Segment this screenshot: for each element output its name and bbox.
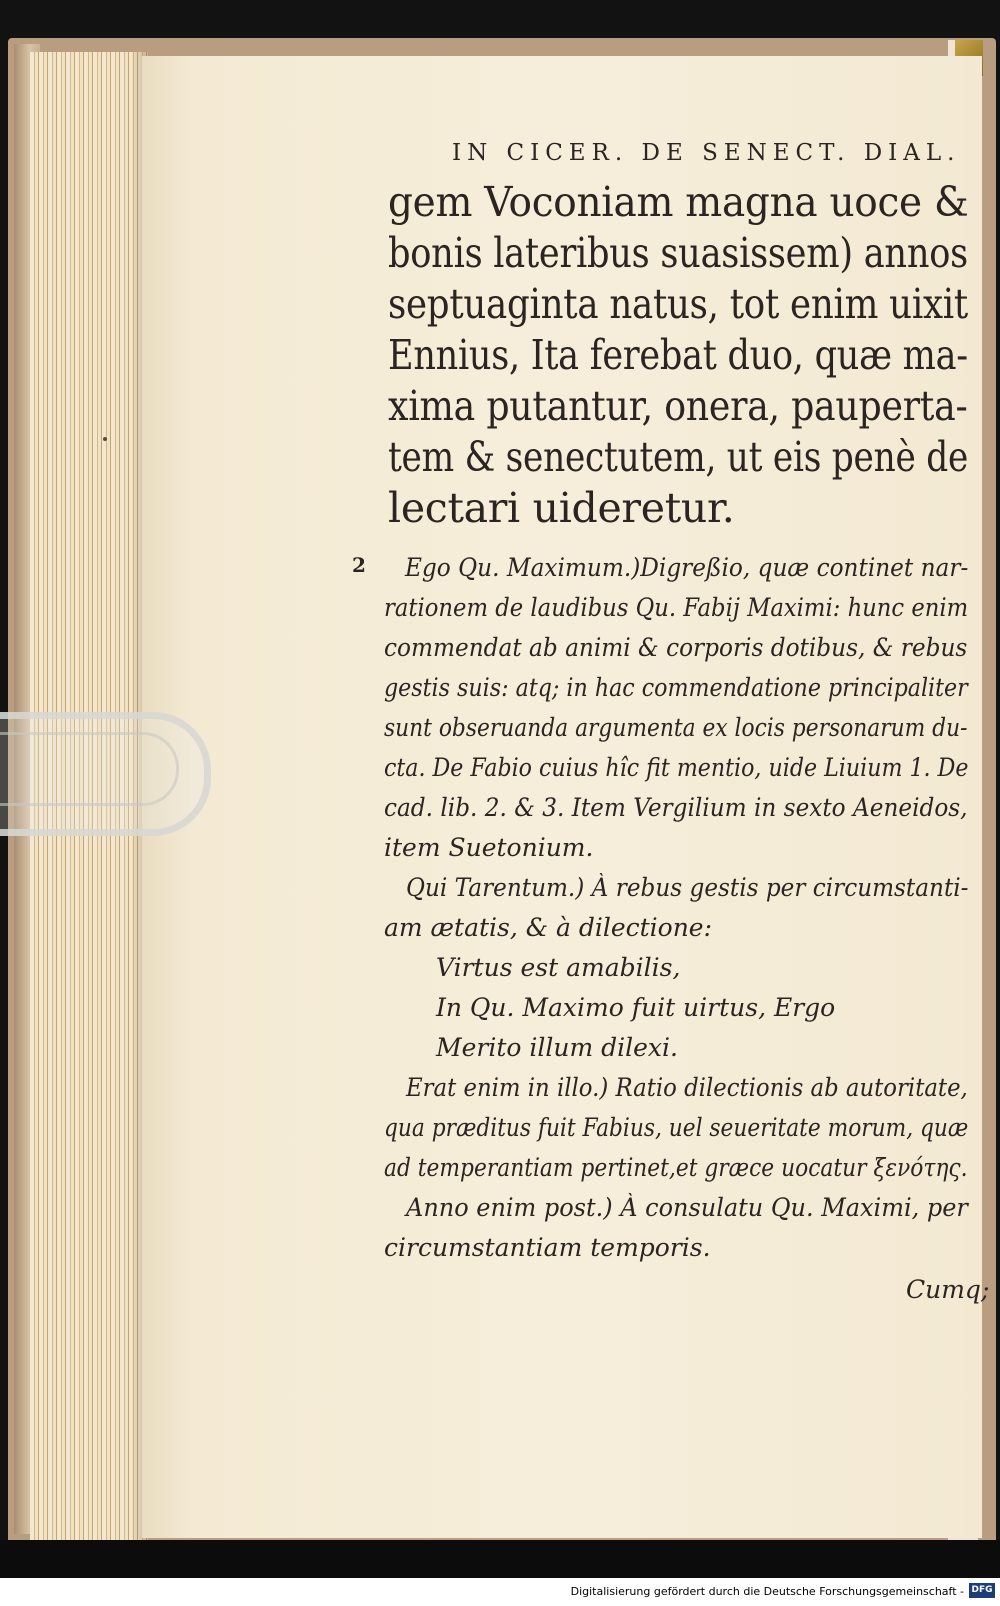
- commentary-line: Anno enim post.) À consulatu Qu. Maximi, per: [406, 1193, 968, 1222]
- commentary-line: qua præditus fuit Fabius, uel seueritate morum, quæ: [384, 1113, 969, 1142]
- commentary-line: am ætatis, & à dilectione:: [384, 913, 713, 942]
- syllogism-line: In Qu. Maximo fuit uirtus, Ergo: [436, 993, 836, 1022]
- commentary-line: rationem de laudibus Qu. Fabij Maximi: hunc enim: [384, 593, 969, 622]
- commentary-line: circumstantiam temporis.: [384, 1233, 711, 1262]
- main-text-line: xima putantur, onera, pauperta-: [388, 382, 968, 430]
- catchword: Cumq;: [906, 1275, 990, 1304]
- commentary-line: Erat enim in illo.) Ratio dilectionis ab autoritate,: [406, 1073, 968, 1102]
- commentary-line: cad. lib. 2. & 3. Item Vergilium in sexto Aeneidos,: [384, 793, 968, 822]
- main-text-line: lectari uideretur.: [388, 484, 735, 532]
- syllogism-line: Merito illum dilexi.: [436, 1033, 678, 1062]
- commentary-line: gestis suis: atq; in hac commendatione principaliter: [384, 673, 968, 702]
- main-text-line: septuaginta natus, tot enim uixit: [388, 280, 968, 328]
- commentary-line: item Suetonium.: [384, 833, 594, 862]
- commentary-line: commendat ab animi & corporis dotibus, & rebus: [384, 633, 968, 662]
- main-text-line: tem & senectutem, ut eis penè de: [388, 433, 969, 481]
- main-text-line: Ennius, Ita ferebat duo, quæ ma-: [388, 331, 968, 379]
- syllogism-line: Virtus est amabilis,: [436, 953, 681, 982]
- note-number: 2: [352, 553, 366, 577]
- commentary-line: ad temperantiam pertinet,et græce uocatur ξενότης.: [384, 1153, 968, 1182]
- main-text-line: bonis lateribus suasissem) annos: [388, 229, 968, 277]
- running-head: IN CICER. DE SENECT. DIAL.: [452, 140, 961, 166]
- footer-credit: Digitalisierung gefördert durch die Deutsche Forschungsgemeinschaft -: [570, 1585, 964, 1598]
- dfg-logo: DFG: [969, 1583, 995, 1598]
- commentary-line: sunt obseruanda argumenta ex locis personarum du-: [384, 713, 968, 742]
- commentary-line: Qui Tarentum.) À rebus gestis per circumstanti-: [406, 873, 969, 902]
- commentary-line: cta. De Fabio cuius hîc fit mentio, uide Liuium 1. De: [384, 753, 969, 782]
- commentary-line: Ego Qu. Maximum.)Digreßio, quæ continet nar-: [405, 553, 969, 582]
- main-text-line: gem Voconiam magna uoce &: [388, 178, 969, 226]
